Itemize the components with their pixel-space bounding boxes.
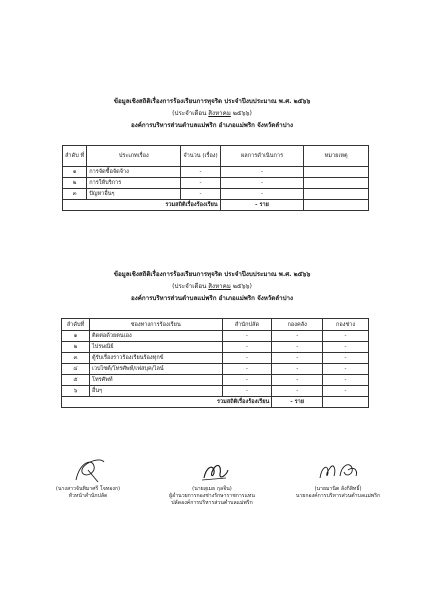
- total-value: - ราย: [272, 397, 323, 408]
- row-no: ๖: [62, 386, 90, 397]
- row-no: ๑: [62, 331, 90, 342]
- table-row: [63, 178, 369, 189]
- row-type: การจัดซื้อจัดจ้าง: [87, 167, 181, 178]
- complaint-type-table: [62, 145, 369, 211]
- table-row: [62, 364, 369, 375]
- row-no: ๒: [63, 178, 87, 189]
- signer-name: (นายมานิต ลังกิสิทธิ์): [314, 486, 362, 492]
- section2-org: องค์การบริหารส่วนตำบลแม่พริก อำเภอแม่พริก จังหวัดลำปาง: [131, 295, 293, 302]
- row-finance: -: [272, 364, 323, 375]
- row-office: -: [222, 386, 272, 397]
- signature-block-2: [152, 452, 272, 507]
- row-no: ๒: [62, 342, 90, 353]
- table-row: [62, 386, 369, 397]
- total-label: รวมสถิติเรื่องร้องเรียน: [62, 397, 272, 408]
- row-channel: เวบไซต์/โทรศัพท์/เฟสบุค/ไลน์: [89, 364, 222, 375]
- section2-month-name: สิงหาคม: [208, 283, 231, 290]
- row-no: ๑: [63, 167, 87, 178]
- col-header-no: ลำดับ ที่: [63, 146, 87, 167]
- row-count: -: [181, 178, 220, 189]
- col-header-finance: กองคลัง: [272, 319, 323, 331]
- signature-block-3: [278, 452, 398, 500]
- col-header-office: สำนักปลัด: [222, 319, 272, 331]
- row-office: -: [222, 364, 272, 375]
- signer-position: หัวหน้าสำนักปลัด: [68, 493, 108, 499]
- section2-month-prefix: (ประจำเดือน: [172, 283, 207, 290]
- row-channel: ไปรษณีย์: [89, 342, 222, 353]
- row-channel: ติดต่อด้วยตนเอง: [89, 331, 222, 342]
- row-engineering: -: [323, 375, 369, 386]
- row-office: -: [222, 331, 272, 342]
- total-row: [62, 397, 369, 408]
- row-count: -: [181, 189, 220, 200]
- section1-org: องค์การบริหารส่วนตำบลแม่พริก อำเภอแม่พริก จังหวัดลำปาง: [131, 122, 293, 129]
- section1-title: ข้อมูลเชิงสถิติเรื่องการร้องเรียนการทุจริต ประจำปีงบประมาณ พ.ศ. ๒๕๖๖: [113, 98, 311, 105]
- row-engineering: -: [323, 353, 369, 364]
- row-no: ๔: [62, 364, 90, 375]
- row-engineering: -: [323, 386, 369, 397]
- total-note: [304, 200, 369, 211]
- signature-block-1: [28, 452, 148, 500]
- row-count: -: [181, 167, 220, 178]
- section1-month-name: สิงหาคม: [208, 110, 231, 117]
- total-label: รวมสถิติเรื่องร้องเรียน: [63, 200, 221, 211]
- col-header-result: ผลการดำเนินการ: [220, 146, 304, 167]
- row-result: -: [220, 178, 304, 189]
- col-header-channel: ช่องทางการร้องเรียน: [89, 319, 222, 331]
- total-row: [63, 200, 369, 211]
- complaint-channel-table: [61, 318, 369, 408]
- col-header-no: ลำดับที่: [62, 319, 90, 331]
- signer-position: ผู้อำนวยการกองช่างรักษาราชการแทน: [169, 493, 255, 499]
- row-result: -: [220, 189, 304, 200]
- total-value: - ราย: [220, 200, 304, 211]
- row-no: ๓: [62, 353, 90, 364]
- section1-month-suffix: ๒๕๖๖): [232, 110, 252, 117]
- row-finance: -: [272, 331, 323, 342]
- section2-month-suffix: ๒๕๖๖): [232, 283, 252, 290]
- row-no: ๕: [62, 375, 90, 386]
- row-type: ปัญหาอื่นๆ: [87, 189, 181, 200]
- row-office: -: [222, 342, 272, 353]
- row-office: -: [222, 353, 272, 364]
- signer-position-2: ปลัดองค์การบริหารส่วนตำบลแม่พริก: [171, 500, 253, 506]
- row-finance: -: [272, 386, 323, 397]
- row-note: [304, 178, 369, 189]
- signer-position: นายกองค์การบริหารส่วนตำบลแม่พริก: [295, 493, 381, 499]
- table-row: [62, 353, 369, 364]
- total-blank: [323, 397, 369, 408]
- col-header-engineering: กองช่าง: [323, 319, 369, 331]
- row-engineering: -: [323, 342, 369, 353]
- section2-month: [0, 283, 424, 291]
- row-channel: อื่นๆ: [89, 386, 222, 397]
- handwritten-signature-3: [308, 452, 368, 486]
- row-no: ๓: [63, 189, 87, 200]
- table-row: [62, 342, 369, 353]
- row-finance: -: [272, 342, 323, 353]
- table-header-row: [63, 146, 369, 167]
- table-header-row: [62, 319, 369, 331]
- section1-month-prefix: (ประจำเดือน: [172, 110, 207, 117]
- col-header-count: จำนวน (เรื่อง): [181, 146, 220, 167]
- row-engineering: -: [323, 364, 369, 375]
- row-finance: -: [272, 375, 323, 386]
- row-result: -: [220, 167, 304, 178]
- table-row: [63, 189, 369, 200]
- col-header-type: ประเภทเรื่อง: [87, 146, 181, 167]
- row-engineering: -: [323, 331, 369, 342]
- row-channel: โทรศัพท์: [89, 375, 222, 386]
- table-row: [62, 331, 369, 342]
- col-header-note: หมายเหตุ: [304, 146, 369, 167]
- table-row: [62, 375, 369, 386]
- row-note: [304, 167, 369, 178]
- handwritten-signature-2: [182, 452, 242, 486]
- section1-month: [0, 110, 424, 118]
- signer-name: (นางสาวจันทิมาศรี โจทองก): [55, 486, 121, 492]
- row-type: การให้บริการ: [87, 178, 181, 189]
- row-office: -: [222, 375, 272, 386]
- handwritten-signature-1: [58, 452, 118, 486]
- table-row: [63, 167, 369, 178]
- row-finance: -: [272, 353, 323, 364]
- section2-title: ข้อมูลเชิงสถิติเรื่องการร้องเรียนการทุจริต ประจำปีงบประมาณ พ.ศ. ๒๕๖๖: [113, 271, 311, 278]
- row-note: [304, 189, 369, 200]
- signer-name: (นายสุเมธ กุลจีน): [192, 486, 232, 492]
- row-channel: ตู้รับเรื่องราวร้องเรียนร้องทุกข์: [89, 353, 222, 364]
